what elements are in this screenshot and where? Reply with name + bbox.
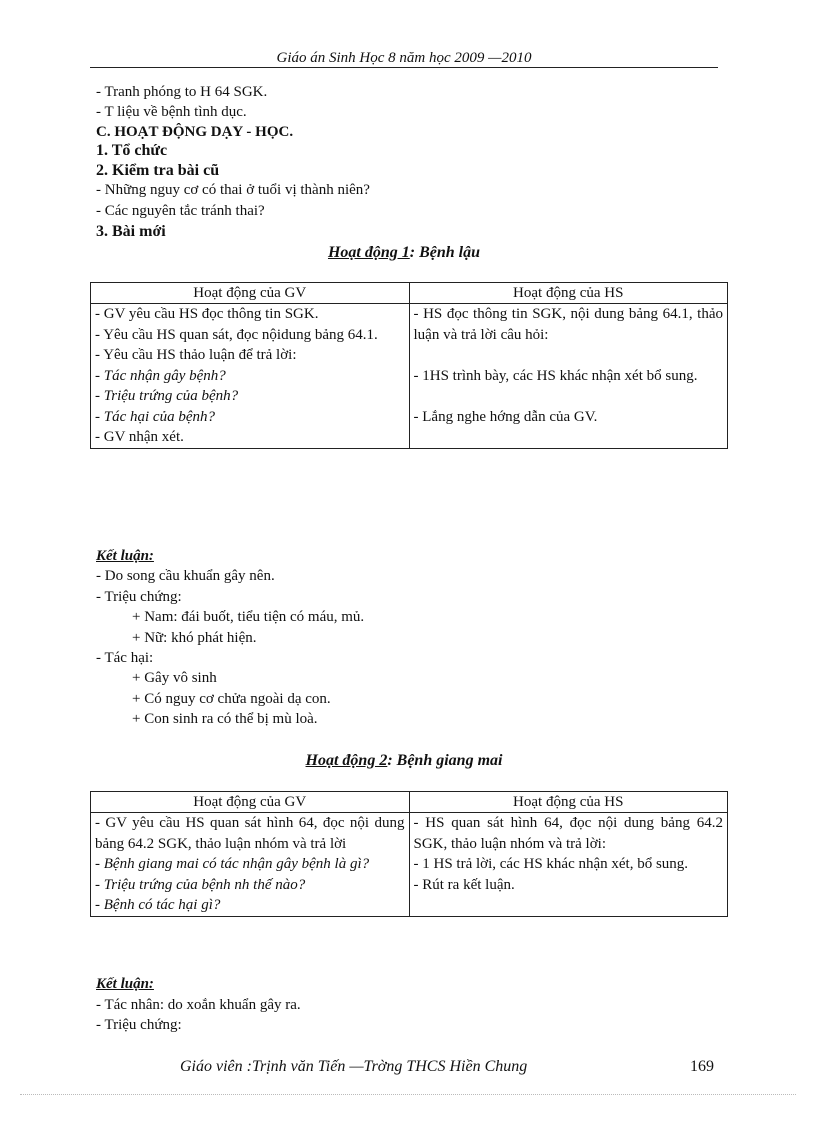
hs-item: - HS quan sát hình 64, đọc nội dung bảng 64.2 SGK, thảo luận nhóm và trả lời: — [413, 815, 723, 852]
hs-item: - 1HS trình bày, các HS khác nhận xét bổ sung. — [413, 367, 698, 384]
activity-2-table — [90, 791, 728, 917]
gv-item: - GV yêu cầu HS quan sát hình 64, đọc nội dung bảng 64.2 SGK, thảo luận nhóm và trả lời — [95, 815, 405, 852]
gv-cell — [91, 304, 410, 449]
activity-1-topic: : Bệnh lậu — [409, 244, 481, 261]
activity-1-title — [90, 244, 718, 262]
conclusion-1-line: - Triệu chứng: — [96, 589, 182, 605]
check-question-1: - Những nguy cơ có thai ở tuổi vị thành niên? — [96, 182, 370, 198]
column-header-hs: Hoạt động của HS — [409, 792, 728, 813]
conclusion-1-line: + Có nguy cơ chửa ngoài dạ con. — [132, 691, 331, 707]
gv-question: - Bệnh giang mai có tác nhận gây bệnh là gì? — [95, 856, 370, 872]
conclusion-1-label: Kết luận: — [96, 548, 154, 564]
bottom-dotted-rule — [20, 1094, 796, 1095]
conclusion-1-line: + Gây vô sinh — [132, 670, 217, 686]
table-row — [91, 813, 728, 917]
activity-2-topic: : Bệnh giang mai — [387, 752, 503, 769]
hs-item: - 1 HS trả lời, các HS khác nhận xét, bổ sung. — [413, 856, 689, 872]
conclusion-2-line: - Tác nhân: do xoắn khuẩn gây ra. — [96, 997, 301, 1013]
conclusion-1-line: + Nam: đái buốt, tiểu tiện có máu, mủ. — [132, 609, 365, 625]
conclusion-2-label: Kết luận: — [96, 976, 154, 992]
spacer — [414, 345, 724, 366]
spacer — [414, 386, 724, 407]
activity-1-table — [90, 282, 728, 449]
hs-cell — [409, 813, 728, 917]
section-2-heading: 2. Kiểm tra bài cũ — [96, 162, 220, 179]
section-c-heading: C. HOẠT ĐỘNG DẠY - HỌC. — [96, 124, 294, 140]
column-header-gv: Hoạt động của GV — [91, 792, 410, 813]
conclusion-1-line: + Nữ: khó phát hiện. — [132, 630, 257, 646]
hs-item: - HS đọc thông tin SGK, nội dung bảng 64.1, thảo luận và trả lời câu hỏi: — [413, 306, 723, 343]
header-rule — [90, 67, 718, 68]
activity-2-label: Hoạt động 2 — [305, 752, 388, 769]
table-row — [91, 304, 728, 449]
gv-question: - Tác nhận gây bệnh? — [95, 367, 226, 384]
table-header-row — [91, 283, 728, 304]
gv-item: - GV nhận xét. — [95, 429, 184, 445]
gv-item: - Yêu cầu HS quan sát, đọc nộidung bảng 64.1. — [95, 326, 378, 343]
hs-item: - Rút ra kết luận. — [413, 876, 515, 893]
conclusion-2-line: - Triệu chứng: — [96, 1017, 182, 1033]
table-header-row — [91, 792, 728, 813]
conclusion-1-line: - Tác hại: — [96, 650, 154, 666]
gv-cell — [91, 813, 410, 917]
activity-1-label: Hoạt động 1 — [327, 244, 410, 261]
gv-item: - GV yêu cầu HS đọc thông tin SGK. — [95, 306, 319, 322]
gv-question: - Triệu trứng của bệnh? — [95, 388, 239, 404]
gv-question: - Triệu trứng của bệnh nh thế nào? — [95, 876, 306, 893]
column-header-gv: Hoạt động của GV — [91, 283, 410, 304]
section-3-heading: 3. Bài mới — [96, 223, 166, 240]
check-question-2: - Các nguyên tắc tránh thai? — [96, 203, 265, 219]
footer-teacher: Giáo viên :Trịnh văn Tiến —Trờng THCS Hiền Chung — [180, 1058, 528, 1075]
page-header-title: Giáo án Sinh Học 8 năm học 2009 —2010 — [276, 50, 532, 66]
hs-cell — [409, 304, 728, 449]
prep-line-1: - Tranh phóng to H 64 SGK. — [96, 84, 268, 100]
conclusion-1-line: + Con sinh ra có thể bị mù loà. — [132, 711, 318, 727]
gv-item: - Yêu cầu HS thảo luận để trả lời: — [95, 347, 297, 363]
gv-question: - Tác hại của bệnh? — [95, 408, 215, 425]
column-header-hs: Hoạt động của HS — [409, 283, 728, 304]
page-number: 169 — [690, 1058, 714, 1075]
hs-item: - Lắng nghe hớng dẫn của GV. — [413, 408, 598, 425]
gv-question: - Bệnh có tác hại gì? — [95, 897, 221, 913]
prep-line-2: - T liệu về bệnh tình dục. — [96, 104, 247, 120]
activity-2-title — [90, 752, 718, 770]
conclusion-1-line: - Do song cầu khuẩn gây nên. — [96, 568, 275, 584]
section-1-heading: 1. Tổ chức — [96, 142, 168, 159]
